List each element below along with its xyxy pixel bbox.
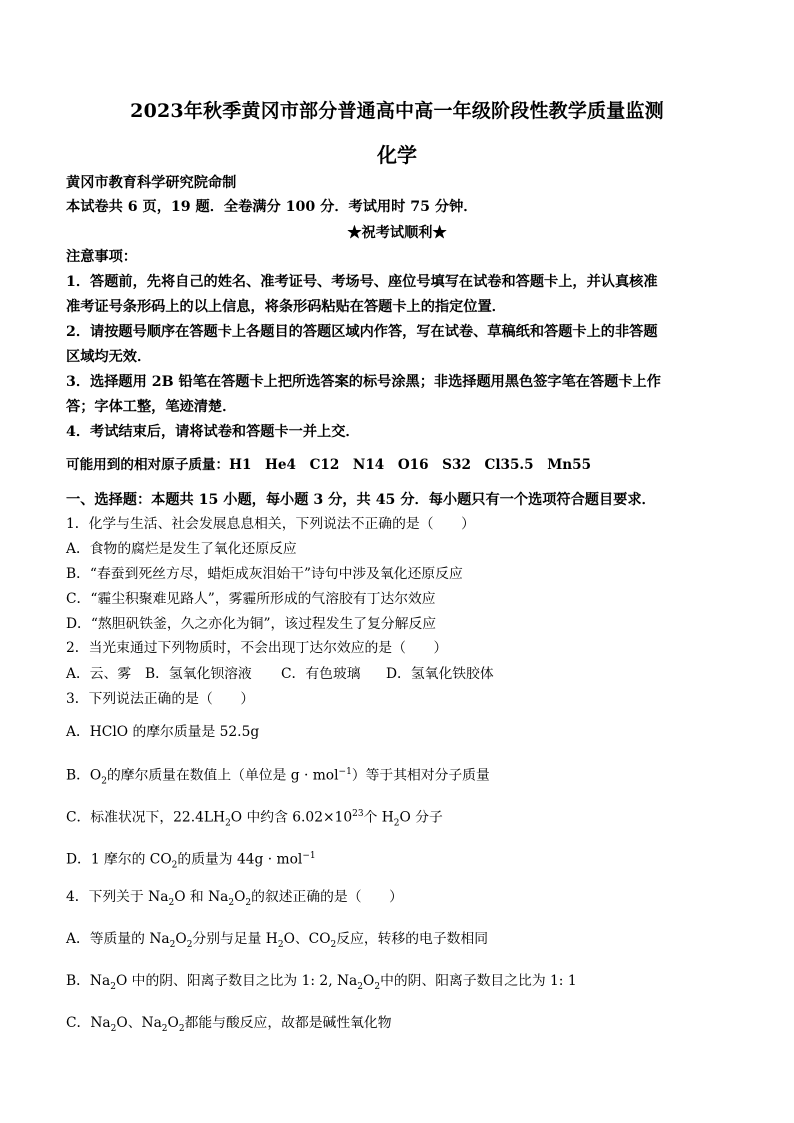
question-3-option-d: D．1 摩尔的 $CO_2$的质量为 44g · mol$^{-1}$: [66, 851, 316, 871]
question-4-option-c: C．$Na_2O$、$Na_2O_2$都能与酸反应，故都是碱性氧化物: [66, 1015, 392, 1034]
notes-heading: 注意事项：: [66, 249, 137, 265]
section-heading: 一、选择题：本题共 15 小题，每小题 3 分，共 45 分．每小题只有一个选项符合题目要求．: [66, 492, 656, 508]
author-line: 黄冈市教育科学研究院命制: [66, 175, 237, 191]
subject-title: 化学: [377, 143, 417, 167]
note-3a: 3．选择题用 2B 铅笔在答题卡上把所选答案的标号涂黑；非选择题用黑色签字笔在答题卡上作: [66, 374, 661, 390]
note-2b: 区域均无效．: [66, 349, 152, 365]
note-3b: 答；字体工整，笔迹清楚．: [66, 399, 237, 415]
question-1-stem: 1．化学与生活、社会发展息息相关，下列说法不正确的是（ ）: [66, 516, 475, 532]
good-luck-banner: ★祝考试顺利★: [347, 225, 447, 241]
exam-info: 本试卷共 6 页，19 题．全卷满分 100 分．考试用时 75 分钟．: [66, 199, 478, 215]
question-3-option-b: B．$O_2$的摩尔质量在数值上（单位是 g · mol$^{-1}$）等于其相对分子质量: [66, 767, 490, 787]
question-3-option-c: C．标准状况下，$22.4LH_2O$ 中约含 $6.02\times 10^{23}$个 $H_2O$ 分子: [66, 809, 443, 829]
atomic-masses: 可能用到的相对原子质量：H1 He4 C12 N14 O16 S32 Cl35.5 Mn55: [66, 457, 592, 473]
question-4-option-a: A．等质量的 $Na_2O_2$分别与足量 $H_2O$、$CO_2$反应，转移的电子数相同: [66, 931, 489, 950]
note-2a: 2．请按题号顺序在答题卡上各题目的答题区域内作答，写在试卷、草稿纸和答题卡上的非答题: [66, 324, 658, 340]
question-1-option-d: D．“熬胆矾铁釜，久之亦化为铜”，该过程发生了复分解反应: [66, 616, 437, 632]
question-2-option-b: B．氢氧化钡溶液: [145, 666, 252, 682]
question-1-option-b: B．“春蚕到死丝方尽，蜡炬成灰泪始干”诗句中涉及氧化还原反应: [66, 566, 463, 582]
note-1a: 1．答题前，先将自己的姓名、准考证号、考场号、座位号填写在试卷和答题卡上，并认真核准: [66, 274, 658, 290]
question-4-stem: 4．下列关于 $Na_2O$ 和 $Na_2O_2$的叙述正确的是（ ）: [66, 889, 403, 908]
note-1b: 准考证号条形码上的以上信息，将条形码粘贴在答题卡上的指定位置．: [66, 299, 506, 315]
question-1-option-a: A．食物的腐烂是发生了氧化还原反应: [66, 541, 297, 557]
question-2-stem: 2．当光束通过下列物质时，不会出现丁达尔效应的是（ ）: [66, 640, 448, 656]
question-1-option-c: C．“霾尘积聚难见路人”，雾霾所形成的气溶胶有丁达尔效应: [66, 591, 436, 607]
exam-title: 2023年秋季黄冈市部分普通高中高一年级阶段性教学质量监测: [130, 100, 664, 122]
note-4: 4．考试结束后，请将试卷和答题卡一并上交．: [66, 424, 360, 440]
question-2-option-a: A．云、雾: [66, 666, 132, 682]
question-2-option-c: C．有色玻璃: [281, 666, 361, 682]
question-3-option-a: A．HClO 的摩尔质量是 52.5g: [66, 724, 260, 740]
question-2-option-d: D．氢氧化铁胶体: [386, 666, 494, 682]
question-2-options: [66, 664, 494, 684]
question-3-stem: 3．下列说法正确的是（ ）: [66, 691, 255, 707]
question-4-option-b: B．$Na_2O$ 中的阴、阳离子数目之比为 1: 2, $Na_2O_2$中的阴、阳离子数目之比为 1: 1: [66, 973, 577, 992]
